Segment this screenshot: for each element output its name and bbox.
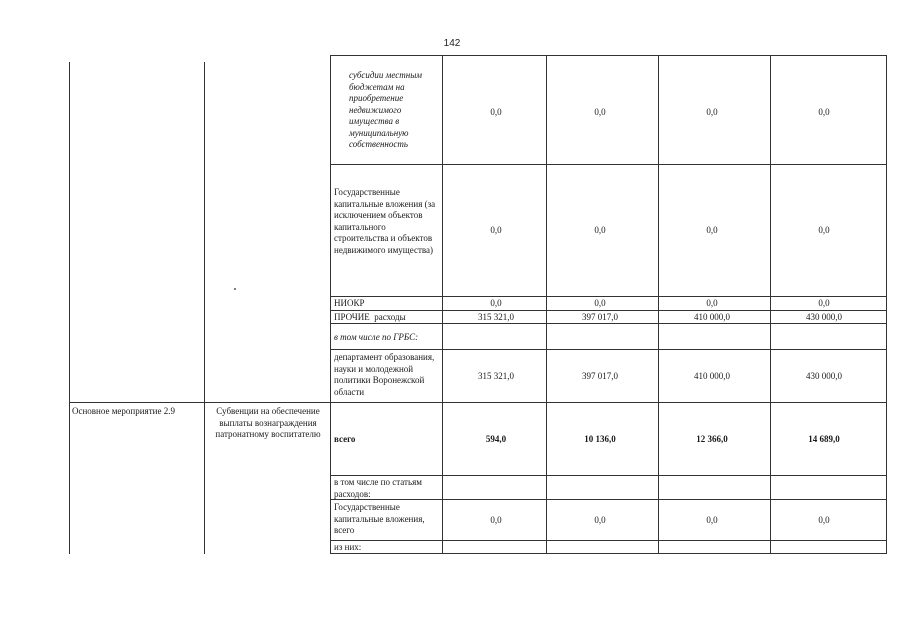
main-event-description: Субвенции на обеспечение выплаты вознаграждения патронатному воспитателю <box>215 406 321 439</box>
row-label-other-expenses: ПРОЧИЕ расходы <box>334 312 406 322</box>
cell-capital-total-1: 0,0 <box>490 515 502 525</box>
cell-department-4: 430 000,0 <box>806 371 842 381</box>
col-rule-right <box>886 55 887 554</box>
cell-department-2: 397 017,0 <box>582 371 618 381</box>
cell-capital-total-2: 0,0 <box>594 515 606 525</box>
cell-subsidies-3: 0,0 <box>706 107 718 117</box>
row-label-capital-total: Государственные капитальные вложения, всего <box>334 502 425 535</box>
cell-other-4: 430 000,0 <box>806 312 842 322</box>
row-label-total: всего <box>334 434 356 444</box>
cell-other-1: 315 321,0 <box>478 312 514 322</box>
page-number: 142 <box>443 38 461 49</box>
cell-capital-total-3: 0,0 <box>706 515 718 525</box>
row-label-capital-investments: Государственные капитальные вложения (за исключением объектов капитального строительства и объектов недвижимого имущества) <box>334 187 436 255</box>
cell-total-4: 14 689,0 <box>808 434 840 444</box>
cell-department-3: 410 000,0 <box>694 371 730 381</box>
cell-capital-2: 0,0 <box>594 225 606 235</box>
row-label-subsidies: субсидии местным бюджетам на приобретение недвижимого имущества в муниципальную собственность <box>349 70 423 149</box>
cell-total-2: 10 136,0 <box>584 434 616 444</box>
row-rule <box>330 296 887 297</box>
col-rule-left <box>69 62 70 554</box>
col-rule-label <box>330 55 331 554</box>
row-rule <box>69 402 887 403</box>
row-rule <box>330 310 887 311</box>
cell-other-3: 410 000,0 <box>694 312 730 322</box>
cell-total-1: 594,0 <box>485 434 507 444</box>
cell-total-3: 12 366,0 <box>696 434 728 444</box>
cell-department-1: 315 321,0 <box>478 371 514 381</box>
cell-subsidies-2: 0,0 <box>594 107 606 117</box>
row-label-niokr: НИОКР <box>334 298 365 308</box>
cell-subsidies-1: 0,0 <box>490 107 502 117</box>
cell-niokr-1: 0,0 <box>490 298 502 308</box>
main-event-name: Основное мероприятие 2.9 <box>72 406 175 416</box>
cell-capital-3: 0,0 <box>706 225 718 235</box>
scan-speck <box>234 288 236 290</box>
row-label-by-items: в том числе по статьям расходов: <box>334 477 422 499</box>
row-rule <box>330 475 887 476</box>
row-rule <box>330 540 887 541</box>
row-label-of-which: из них: <box>334 542 362 552</box>
row-rule <box>330 164 887 165</box>
cell-other-2: 397 017,0 <box>582 312 618 322</box>
cell-niokr-4: 0,0 <box>818 298 830 308</box>
cell-subsidies-4: 0,0 <box>818 107 830 117</box>
cell-niokr-2: 0,0 <box>594 298 606 308</box>
row-label-by-grbs: в том числе по ГРБС: <box>334 332 419 342</box>
row-rule <box>330 55 887 56</box>
cell-capital-4: 0,0 <box>818 225 830 235</box>
row-label-department: департамент образования, науки и молодежной политики Воронежской области <box>334 352 435 397</box>
row-rule <box>330 349 887 350</box>
cell-niokr-3: 0,0 <box>706 298 718 308</box>
cell-capital-total-4: 0,0 <box>818 515 830 525</box>
col-rule-event <box>204 62 205 554</box>
cell-capital-1: 0,0 <box>490 225 502 235</box>
